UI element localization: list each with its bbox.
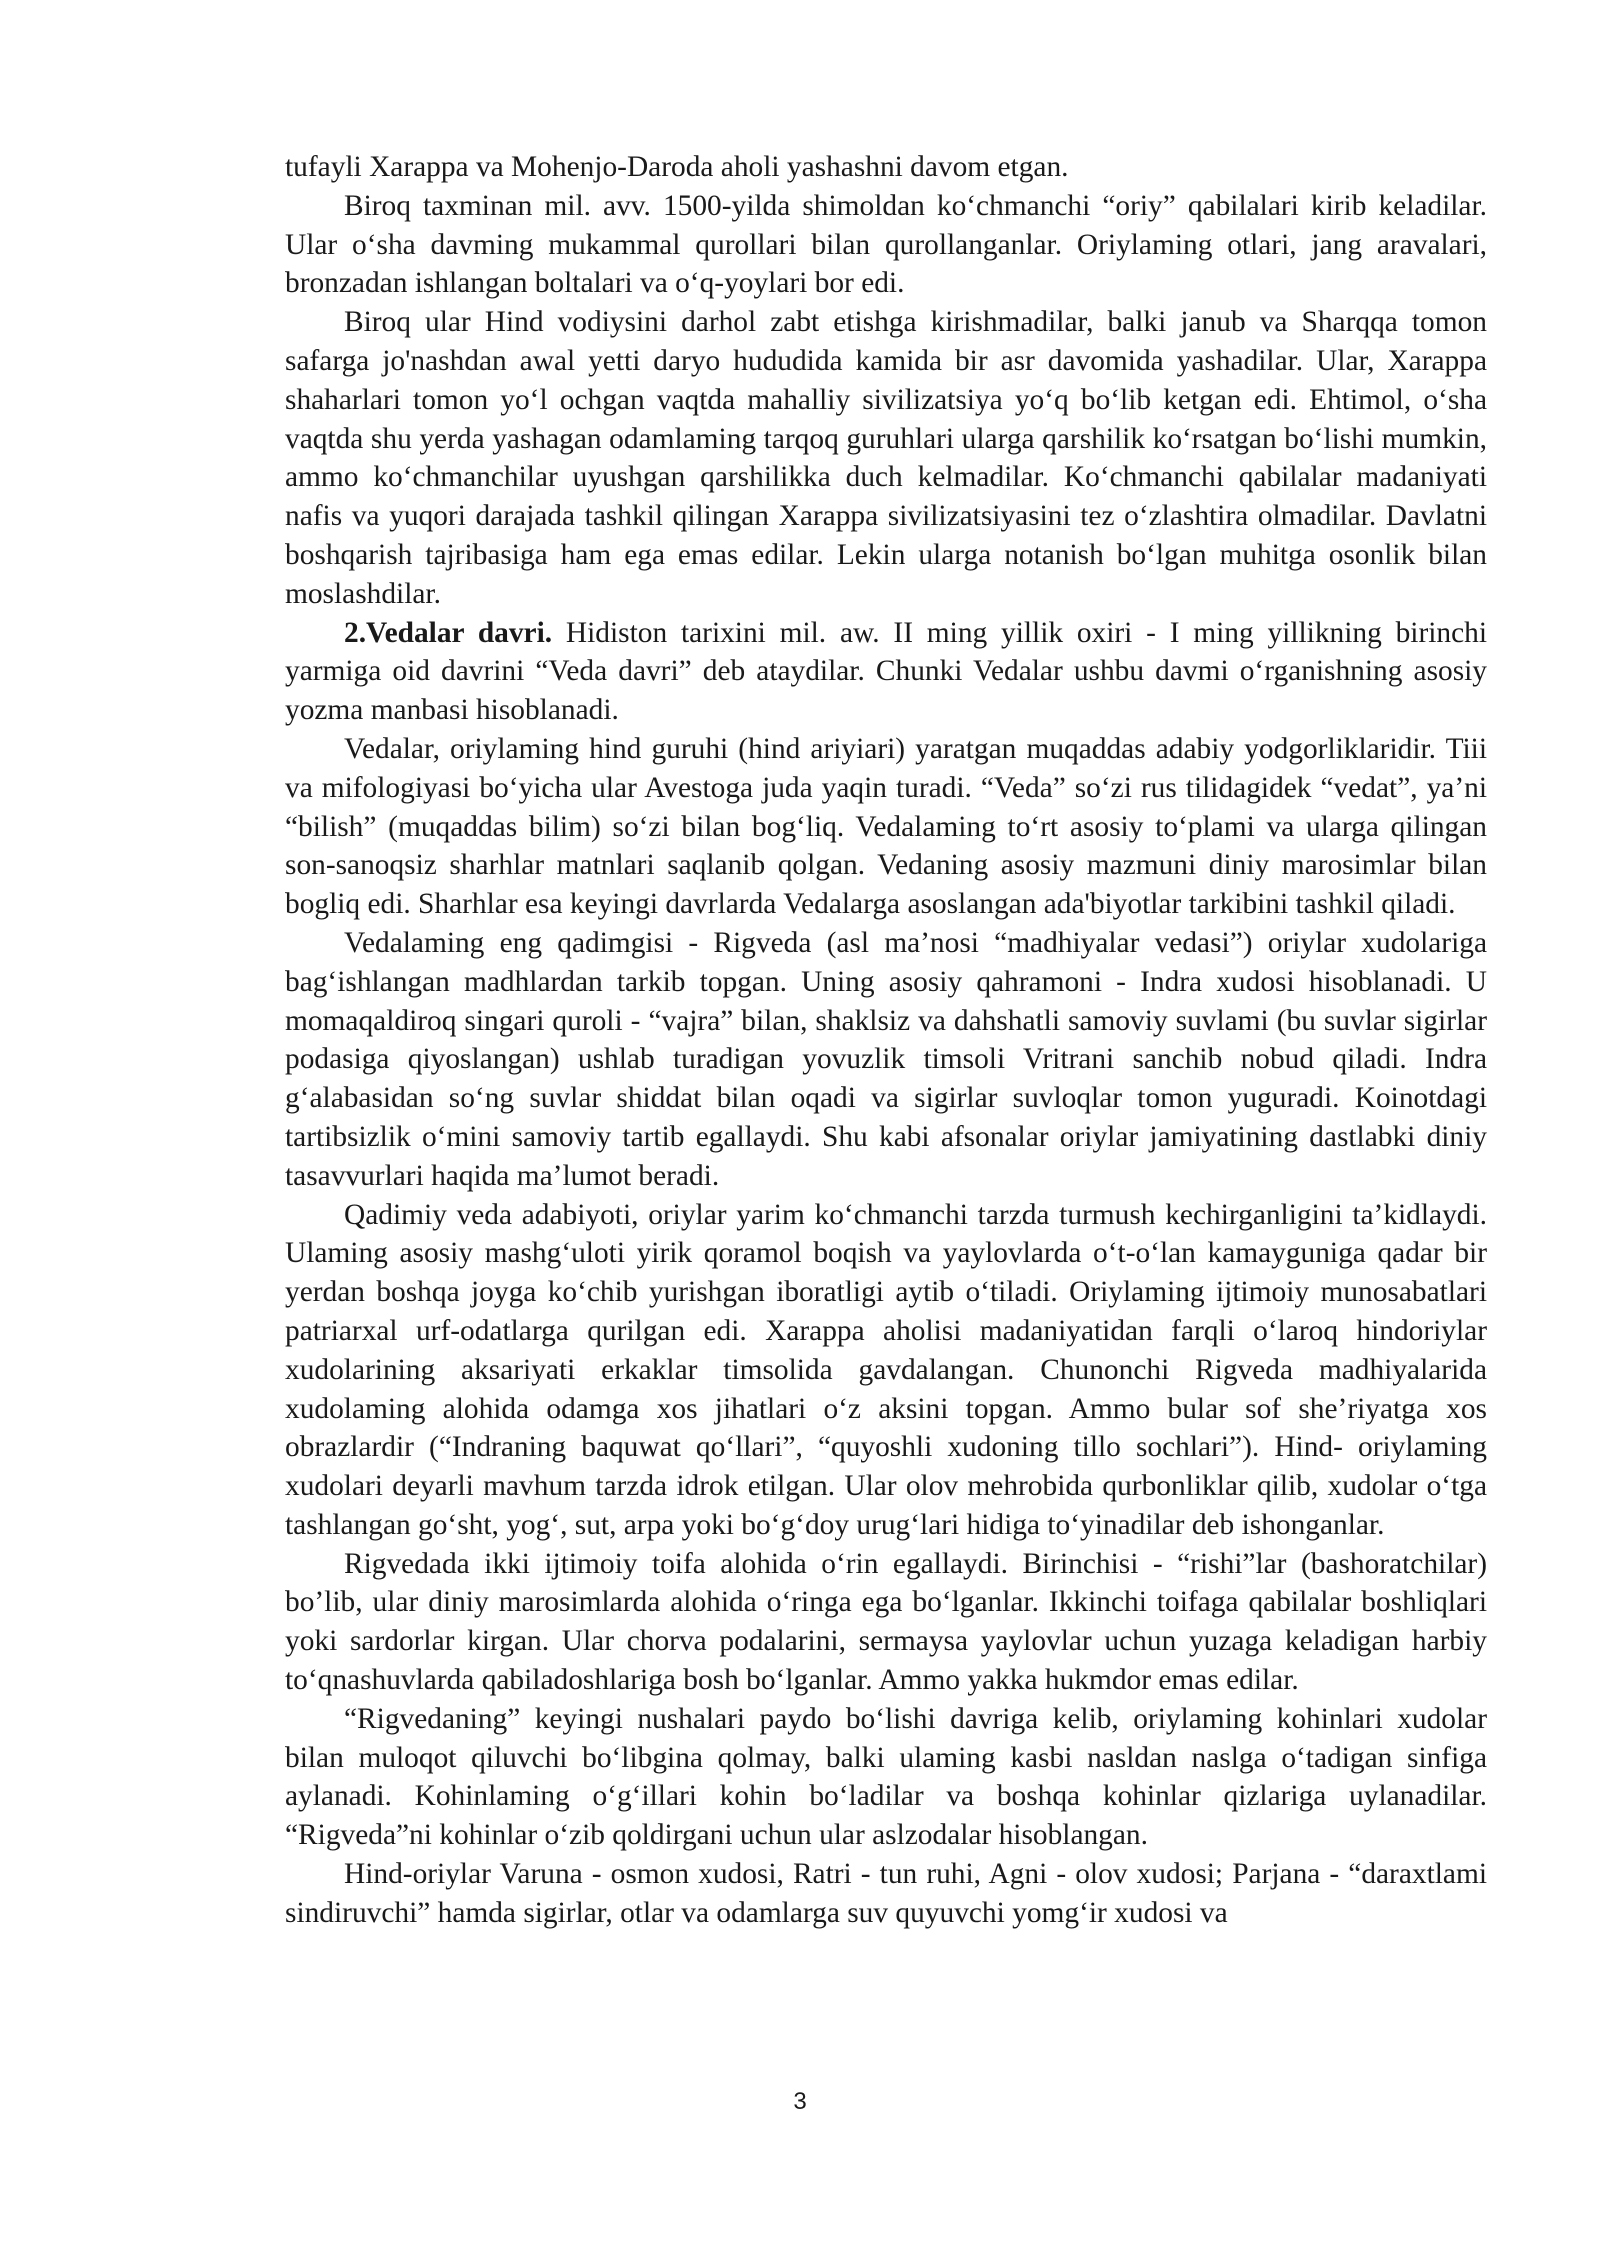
paragraph-1-text: tufayli Xarappa va Mohenjo-Daroda aholi yashashni davom etgan. [285,151,1069,183]
paragraph-10 [285,1855,1487,1933]
paragraph-7-text: Qadimiy veda adabiyoti, oriylar yarim ko‘chmanchi tarzda turmush kechirganligini ta’kidlaydi. Ulaming asosiy mashg‘uloti yirik qoramol boqish va yaylovlarda o‘t-o‘lan kamayguniga qadar bir yerdan boshqa joyga ko‘chib yurishgan iboratligi aytib o‘tiladi. Oriylaming ijtimoiy munosabatlari patriarxal urf-odatlarga qurilgan edi. Xarappa aholisi madaniyatidan farqli o‘laroq hindoriylar xudolarining aksariyati erkaklar timsolida gavdalangan. Chunonchi Rigveda madhiyalarida xudolaming alohida odamga xos jihatlari o‘z aksini topgan. Ammo bular sof she’riyatga xos obrazlardir (“Indraning baquwat qo‘llari”, “quyoshli xudoning tillo sochlari”). Hind- oriylaming xudolari deyarli mavhum tarzda idrok etilgan. Ular olov mehrobida qurbonliklar qilib, xudolar o‘tga tashlangan go‘sht, yog‘, sut, arpa yoki bo‘g‘doy urug‘lari hidiga to‘yinadilar deb ishonganlar. [285,1198,1487,1541]
paragraph-8 [285,1545,1487,1700]
paragraph-2 [285,187,1487,303]
paragraph-5-text: Vedalar, oriylaming hind guruhi (hind ariyiari) yaratgan muqaddas adabiy yodgorliklaridir. Tiii va mifologiyasi bo‘yicha ular Avestoga juda yaqin turadi. “Veda” so‘zi rus tilidagidek “vedat”, ya’ni “bilish” (muqaddas bilim) so‘zi bilan bog‘liq. Vedalaming to‘rt asosiy to‘plami va ularga qilingan son-sanoqsiz sharhlar matnlari saqlanib qolgan. Vedaning asosiy mazmuni diniy marosimlar bilan bogliq edi. Sharhlar esa keyingi davrlarda Vedalarga asoslangan ada'biyotlar tarkibini tashkil qiladi. [285,732,1487,921]
paragraph-2-text: Biroq taxminan mil. avv. 1500-yilda shimoldan ko‘chmanchi “oriy” qabilalari kirib keladilar. Ular o‘sha davming mukammal qurollari bilan qurollanganlar. Oriylaming otlari, jang aravalari, bronzadan ishlangan boltalari va o‘q-yoylari bor edi. [285,189,1487,300]
paragraph-8-text: Rigvedada ikki ijtimoiy toifa alohida o‘rin egallaydi. Birinchisi - “rishi”lar (bashoratchilar) bo’lib, ular diniy marosimlarda alohida o‘ringa ega bo‘lganlar. Ikkinchi toifaga qabilalar boshliqlari yoki sardorlar kirgan. Ular chorva podalarini, sermaysa yaylovlar uchun yuzaga keladigan harbiy to‘qnashuvlarda qabiladoshlariga bosh bo‘lganlar. Ammo yakka hukmdor emas edilar. [285,1547,1487,1697]
paragraph-6-text: Vedalaming eng qadimgisi - Rigveda (asl ma’nosi “madhiyalar vedasi”) oriylar xudolariga bag‘ishlangan madhlardan tarkib topgan. Uning asosiy qahramoni - Indra xudosi hisoblanadi. U momaqaldiroq singari quroli - “vajra” bilan, shaklsiz va dahshatli samoviy suvlami (bu suvlar sigirlar podasiga qiyoslangan) ushlab turadigan yovuzlik timsoli Vritrani sanchib nobud qiladi. Indra g‘alabasidan so‘ng suvlar shiddat bilan oqadi va sigirlar suvloqlar tomon yuguradi. Koinotdagi tartibsizlik o‘mini samoviy tartib egallaydi. Shu kabi afsonalar oriylar jamiyatining dastlabki diniy tasavvurlari haqida ma’lumot beradi. [285,926,1487,1192]
paragraph-4-text: Hidiston tarixini mil. aw. II ming yillik oxiri - I ming yillikning birinchi yarmiga oid davrini “Veda davri” deb ataydilar. Chunki Vedalar ushbu davmi o‘rganishning asosiy yozma manbasi hisoblanadi. [285,616,1487,727]
document-page [285,148,1487,1933]
paragraph-1 [285,148,1487,187]
paragraph-5 [285,730,1487,924]
paragraph-3-text: Biroq ular Hind vodiysini darhol zabt etishga kirishmadilar, balki janub va Sharqqa tomon safarga jo'nashdan awal yetti daryo hududida kamida bir asr davomida yashadilar. Ular, Xarappa shaharlari tomon yo‘l ochgan vaqtda mahalliy sivilizatsiya yo‘q bo‘lib ketgan edi. Ehtimol, o‘sha vaqtda shu yerda yashagan odamlaming tarqoq guruhlari ularga qarshilik ko‘rsatgan bo‘lishi mumkin, ammo ko‘chmanchilar uyushgan qarshilikka duch kelmadilar. Ko‘chmanchi qabilalar madaniyati nafis va yuqori darajada tashkil qilingan Xarappa sivilizatsiyasini tez o‘zlashtira olmadilar. Davlatni boshqarish tajribasiga ham ega emas edilar. Lekin ularga notanish bo‘lgan muhitga osonlik bilan moslashdilar. [285,306,1487,610]
page-number: 3 [793,2088,807,2115]
paragraph-9-text: “Rigvedaning” keyingi nushalari paydo bo‘lishi davriga kelib, oriylaming kohinlari xudolar bilan muloqot qiluvchi bo‘libgina qolmay, balki ulaming kasbi nasldan naslga o‘tadigan sinfiga aylanadi. Kohinlaming o‘g‘illari kohin bo‘ladilar va boshqa kohinlar qizlariga uylanadilar. “Rigveda”ni kohinlar o‘zib qoldirgani uchun ular aslzodalar hisoblangan. [285,1702,1487,1852]
paragraph-3 [285,303,1487,613]
paragraph-4 [285,614,1487,730]
paragraph-6 [285,924,1487,1196]
paragraph-9 [285,1700,1487,1855]
paragraph-7 [285,1196,1487,1545]
section-heading: 2.Vedalar davri. [344,616,553,649]
paragraph-10-text: Hind-oriylar Varuna - osmon xudosi, Ratri - tun ruhi, Agni - olov xudosi; Parjana - “daraxtlami sindiruvchi” hamda sigirlar, otlar va odamlarga suv quyuvchi yomg‘ir xudosi va [285,1858,1487,1929]
